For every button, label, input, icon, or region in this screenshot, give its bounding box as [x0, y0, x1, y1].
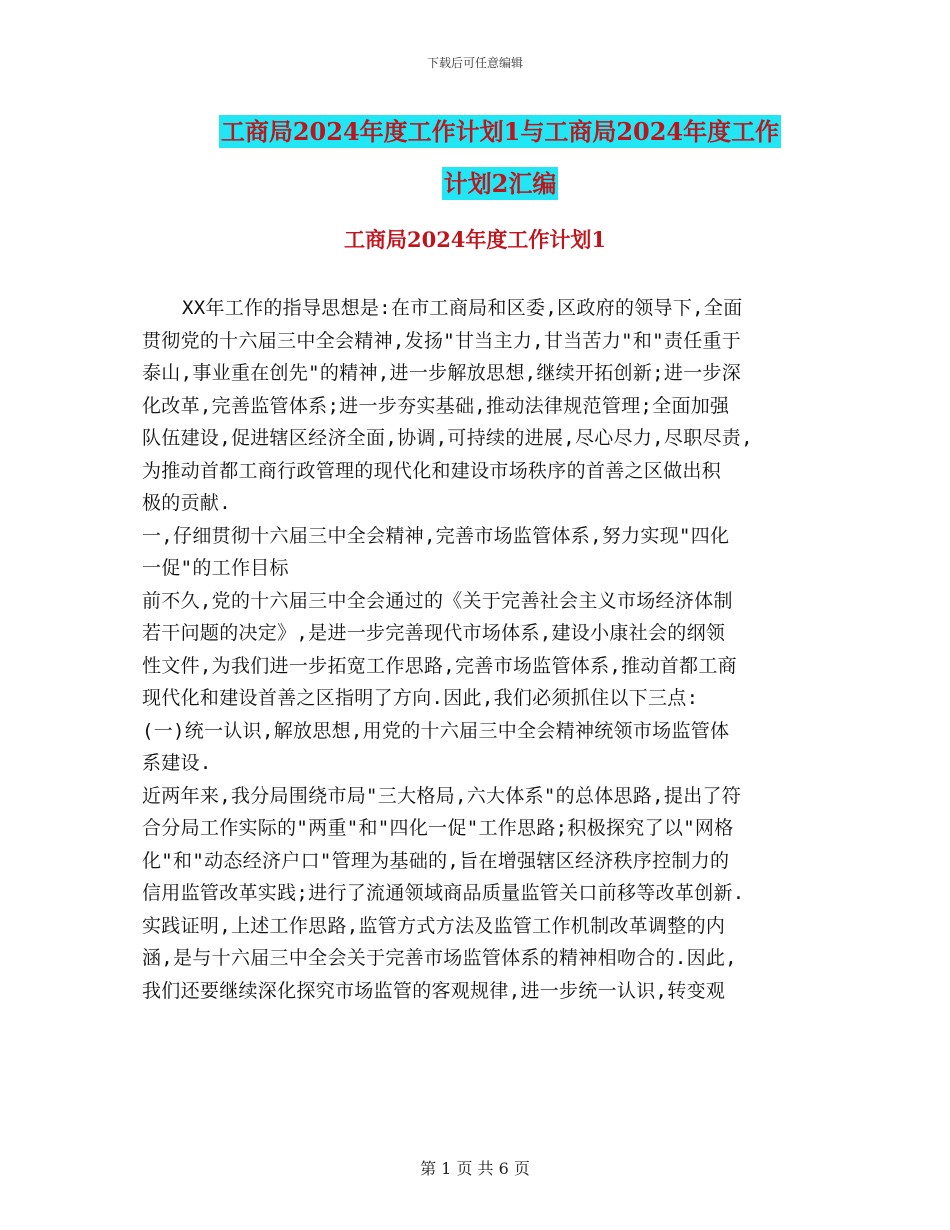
- document-title-line-2: [140, 158, 860, 210]
- body-line: 一促"的工作目标: [142, 557, 289, 579]
- body-line: 涵,是与十六届三中全会关于完善市场监管体系的精神相吻合的.因此,: [142, 947, 737, 969]
- body-line: 一,仔细贯彻十六届三中全会精神,完善市场监管体系,努力实现"四化: [142, 524, 730, 547]
- body-line: 系建设.: [142, 752, 212, 774]
- body-line: 贯彻党的十六届三中全会精神,发扬"甘当主力,甘当苦力"和"责任重于: [142, 329, 742, 352]
- title-highlight: 计划2汇编: [443, 169, 557, 198]
- body-line: 化改革,完善监管体系;进一步夯实基础,推动法律规范管理;全面加强: [142, 394, 730, 417]
- body-line: 队伍建设,促进辖区经济全面,协调,可持续的进展,尽心尽力,尽职尽责,: [142, 427, 753, 449]
- body-line: XX年工作的指导思想是:在市工商局和区委,区政府的领导下,全面: [182, 297, 743, 319]
- body-line: 信用监管改革实践;进行了流通领域商品质量监管关口前移等改革创新.: [142, 882, 745, 904]
- body-line: 现代化和建设首善之区指明了方向.因此,我们必须抓住以下三点:: [142, 687, 699, 709]
- body-line: 我们还要继续深化探究市场监管的客观规律,进一步统一认识,转变观: [142, 979, 726, 1002]
- section-title: 工商局2024年度工作计划1: [343, 227, 607, 252]
- body-line: 极的贡献.: [142, 492, 231, 514]
- document-title: [140, 106, 860, 210]
- title-highlight: 工商局2024年度工作计划1与工商局2024年度工作: [220, 117, 780, 146]
- body-line: 实践证明,上述工作思路,监管方式方法及监管工作机制改革调整的内: [142, 914, 726, 937]
- body-line: 前不久,党的十六届三中全会通过的《关于完善社会主义市场经济体制: [142, 589, 733, 612]
- header-note: 下载后可任意编辑: [426, 56, 523, 70]
- body-line: 化"和"动态经济户口"管理为基础的,旨在增强辖区经济秩序控制力的: [142, 849, 730, 872]
- document-title-line-1: [140, 106, 860, 158]
- body-line: 若干问题的决定》,是进一步完善现代市场体系,建设小康社会的纲领: [142, 622, 726, 644]
- body-line: 近两年来,我分局围绕市局"三大格局,六大体系"的总体思路,提出了符: [142, 784, 742, 807]
- page-footer: 第 1 页 共 6 页: [420, 1159, 530, 1178]
- body-line: 性文件,为我们进一步拓宽工作思路,完善市场监管体系,推动首都工商: [142, 654, 737, 677]
- body-text: [142, 292, 822, 1007]
- body-line: (一)统一认识,解放思想,用党的十六届三中全会精神统领市场监管体: [142, 719, 730, 742]
- body-line: 合分局工作实际的"两重"和"四化一促"工作思路;积极探究了以"网格: [142, 817, 734, 839]
- body-line: 为推动首都工商行政管理的现代化和建设市场秩序的首善之区做出积: [142, 459, 722, 482]
- body-line: 泰山,事业重在创先"的精神,进一步解放思想,继续开拓创新;进一步深: [142, 362, 742, 384]
